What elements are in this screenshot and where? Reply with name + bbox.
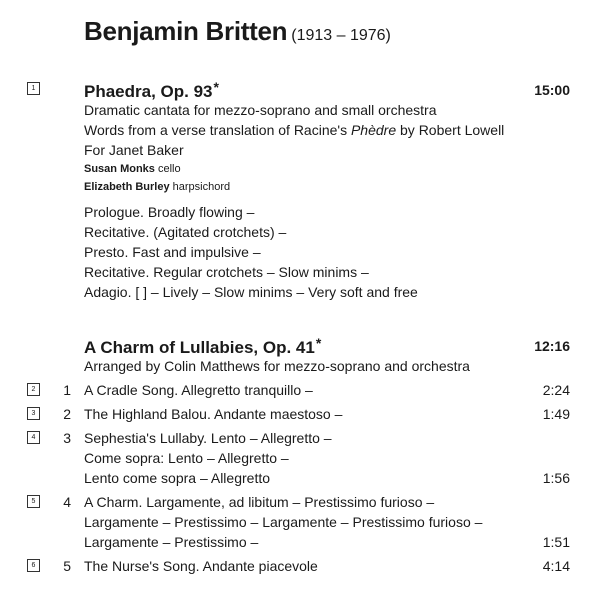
track-duration: 1:51 — [542, 534, 570, 550]
movement-line: Lento come sopra – Allegretto — [84, 470, 271, 486]
track-number-box: 5 — [27, 495, 40, 508]
arrangement-credit: Arranged by Colin Matthews for mezzo-soprano and orchestra — [84, 358, 470, 374]
movement-line: Sephestia's Lullaby. Lento – Allegretto – — [84, 430, 332, 446]
composer-name: Benjamin Britten — [84, 16, 288, 46]
work-description: Dramatic cantata for mezzo-soprano and small orchestra — [84, 102, 437, 118]
words-prefix: Words from a verse translation of Racine's — [84, 122, 351, 138]
movement-number: 3 — [63, 430, 71, 446]
track-number-box: 3 — [27, 407, 40, 420]
track-duration: 4:14 — [542, 558, 570, 574]
performer — [84, 163, 181, 175]
movement-line: The Nurse's Song. Andante piacevole — [84, 558, 318, 574]
work-title-text: Phaedra, Op. 93 — [84, 82, 213, 101]
words-italic-title: Phèdre — [350, 122, 397, 138]
work-title-phaedra — [84, 79, 219, 102]
asterisk-mark: * — [213, 79, 219, 95]
work-duration: 12:16 — [534, 338, 570, 354]
movement-number: 1 — [63, 382, 71, 398]
track-duration: 1:56 — [542, 470, 570, 486]
movement-number: 2 — [63, 406, 71, 422]
performer-instrument: cello — [157, 163, 181, 175]
movement-line: Largamente – Prestissimo – Largamente – Prestissimo furioso – — [84, 514, 483, 530]
composer-heading — [84, 16, 391, 47]
asterisk-mark: * — [315, 335, 322, 351]
movement-line: Come sopra: Lento – Allegretto – — [84, 450, 289, 466]
movement-line: Largamente – Prestissimo – — [84, 534, 259, 550]
dedication: For Janet Baker — [84, 142, 184, 158]
track-number-box: 4 — [27, 431, 40, 444]
track-number-box: 6 — [27, 559, 40, 572]
movement-number: 5 — [63, 558, 71, 574]
section-line: Recitative. Regular crotchets – Slow minims – — [84, 264, 369, 280]
words-credit — [84, 122, 504, 138]
performer-name: Susan Monks — [84, 163, 155, 175]
track-duration: 2:24 — [542, 382, 570, 398]
performer — [84, 181, 230, 193]
work-duration: 15:00 — [534, 82, 570, 98]
section-line: Recitative. (Agitated crotchets) – — [84, 224, 287, 240]
track-number-box: 1 — [27, 82, 40, 95]
composer-dates: (1913 – 1976) — [291, 27, 391, 44]
section-line: Prologue. Broadly flowing – — [84, 204, 255, 220]
performer-instrument: harpsichord — [172, 181, 231, 193]
performer-name: Elizabeth Burley — [84, 181, 170, 193]
work-title-text: A Charm of Lullabies, Op. 41 — [84, 338, 315, 357]
work-title-lullabies — [84, 335, 321, 358]
section-line: Adagio. [ ] – Lively – Slow minims – Very soft and free — [84, 284, 418, 300]
movement-number: 4 — [63, 494, 71, 510]
words-suffix: by Robert Lowell — [396, 122, 505, 138]
movement-line: A Cradle Song. Allegretto tranquillo – — [84, 382, 313, 398]
section-line: Presto. Fast and impulsive – — [84, 244, 261, 260]
movement-line: A Charm. Largamente, ad libitum – Prestissimo furioso – — [84, 494, 435, 510]
track-duration: 1:49 — [542, 406, 570, 422]
movement-line: The Highland Balou. Andante maestoso – — [84, 406, 343, 422]
track-number-box: 2 — [27, 383, 40, 396]
